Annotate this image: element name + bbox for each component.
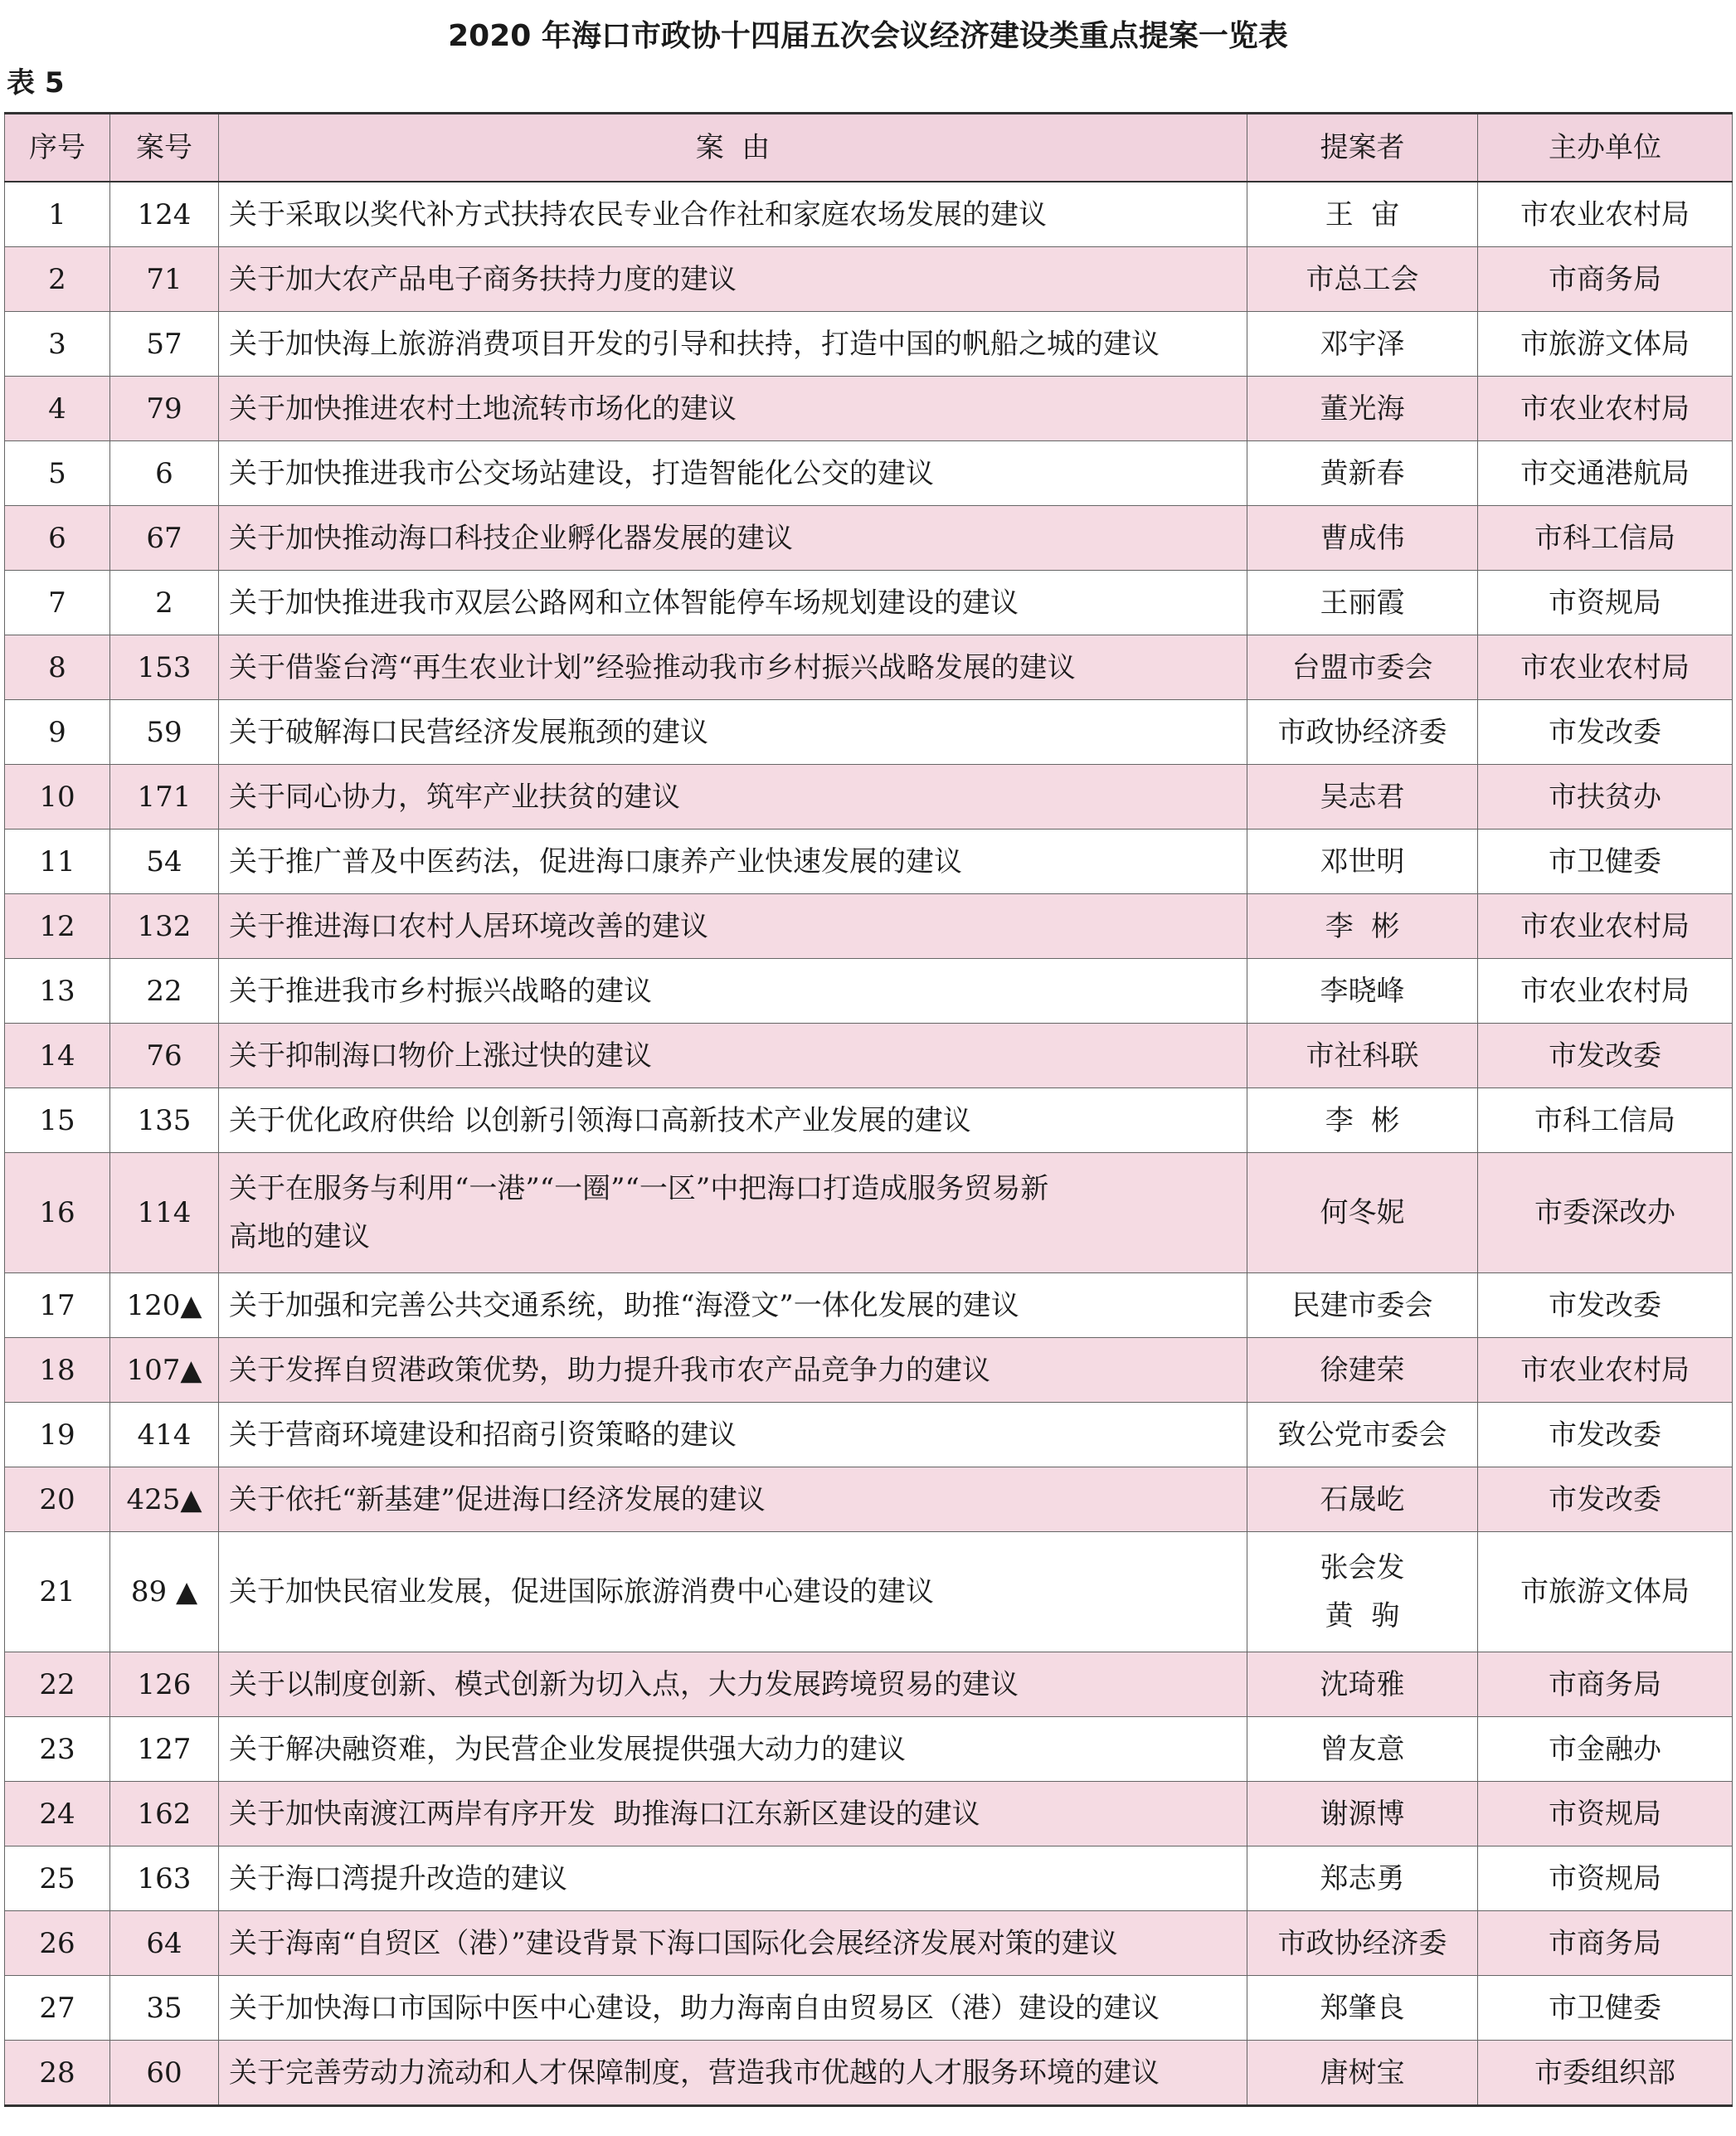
header-case-number: 案号	[110, 114, 219, 182]
cell-host-unit: 市发改委	[1478, 700, 1733, 765]
table-row	[5, 700, 1733, 765]
cell-case-number: 35	[110, 1976, 219, 2041]
cell-host-unit: 市卫健委	[1478, 1976, 1733, 2041]
cell-proposer: 黄新春	[1247, 441, 1478, 506]
table-row	[5, 1976, 1733, 2041]
table-row	[5, 1153, 1733, 1273]
header-host-unit: 主办单位	[1478, 114, 1733, 182]
cell-case-number: 126	[110, 1652, 219, 1717]
cell-host-unit: 市发改委	[1478, 1024, 1733, 1088]
cell-reason: 关于借鉴台湾“再生农业计划”经验推动我市乡村振兴战略发展的建议	[219, 635, 1247, 700]
cell-host-unit: 市金融办	[1478, 1717, 1733, 1782]
cell-case-number: 22	[110, 959, 219, 1024]
cell-reason: 关于推进海口农村人居环境改善的建议	[219, 894, 1247, 959]
table-row	[5, 571, 1733, 635]
table-row	[5, 312, 1733, 377]
cell-host-unit: 市农业农村局	[1478, 182, 1733, 247]
cell-proposer: 沈琦雅	[1247, 1652, 1478, 1717]
cell-case-number: 163	[110, 1846, 219, 1911]
table-row	[5, 1403, 1733, 1467]
table-row	[5, 830, 1733, 894]
cell-case-number: 60	[110, 2041, 219, 2106]
cell-proposer: 李晓峰	[1247, 959, 1478, 1024]
cell-reason: 关于同心协力，筑牢产业扶贫的建议	[219, 765, 1247, 830]
cell-case-number: 120▲	[110, 1273, 219, 1338]
cell-reason: 关于加快推进农村土地流转市场化的建议	[219, 377, 1247, 441]
table-row	[5, 1532, 1733, 1652]
cell-serial: 14	[5, 1024, 110, 1088]
cell-reason	[219, 1153, 1247, 1273]
table-row	[5, 1338, 1733, 1403]
cell-proposer: 市社科联	[1247, 1024, 1478, 1088]
cell-host-unit: 市科工信局	[1478, 506, 1733, 571]
cell-serial: 22	[5, 1652, 110, 1717]
table-row	[5, 377, 1733, 441]
cell-reason: 关于推广普及中医药法，促进海口康养产业快速发展的建议	[219, 830, 1247, 894]
cell-proposer: 李 彬	[1247, 894, 1478, 959]
cell-case-number: 54	[110, 830, 219, 894]
table-row	[5, 506, 1733, 571]
cell-host-unit: 市发改委	[1478, 1467, 1733, 1532]
cell-proposer: 郑志勇	[1247, 1846, 1478, 1911]
cell-case-number: 425▲	[110, 1467, 219, 1532]
cell-host-unit: 市农业农村局	[1478, 1338, 1733, 1403]
cell-host-unit: 市发改委	[1478, 1403, 1733, 1467]
cell-serial: 23	[5, 1717, 110, 1782]
cell-case-number: 76	[110, 1024, 219, 1088]
cell-case-number: 124	[110, 182, 219, 247]
header-serial: 序号	[5, 114, 110, 182]
cell-serial: 28	[5, 2041, 110, 2106]
cell-reason: 关于营商环境建设和招商引资策略的建议	[219, 1403, 1247, 1467]
cell-serial: 17	[5, 1273, 110, 1338]
cell-case-number: 107▲	[110, 1338, 219, 1403]
cell-proposer: 曹成伟	[1247, 506, 1478, 571]
table-row	[5, 1717, 1733, 1782]
cell-host-unit: 市卫健委	[1478, 830, 1733, 894]
cell-proposer: 何冬妮	[1247, 1153, 1478, 1273]
cell-host-unit: 市委深改办	[1478, 1153, 1733, 1273]
cell-host-unit: 市商务局	[1478, 1652, 1733, 1717]
cell-case-number: 89 ▲	[110, 1532, 219, 1652]
cell-reason: 关于加快民宿业发展，促进国际旅游消费中心建设的建议	[219, 1532, 1247, 1652]
cell-reason-line: 高地的建议	[229, 1220, 370, 1253]
cell-serial: 24	[5, 1782, 110, 1846]
cell-proposer-line: 张会发	[1320, 1551, 1405, 1584]
cell-proposer: 王丽霞	[1247, 571, 1478, 635]
cell-reason: 关于加大农产品电子商务扶持力度的建议	[219, 247, 1247, 312]
cell-reason: 关于加快海上旅游消费项目开发的引导和扶持，打造中国的帆船之城的建议	[219, 312, 1247, 377]
cell-reason: 关于加快推进我市公交场站建设，打造智能化公交的建议	[219, 441, 1247, 506]
cell-reason: 关于抑制海口物价上涨过快的建议	[219, 1024, 1247, 1088]
table-row	[5, 765, 1733, 830]
cell-host-unit: 市旅游文体局	[1478, 312, 1733, 377]
cell-serial: 8	[5, 635, 110, 700]
table-row	[5, 2041, 1733, 2106]
cell-proposer: 致公党市委会	[1247, 1403, 1478, 1467]
cell-serial: 5	[5, 441, 110, 506]
cell-host-unit: 市委组织部	[1478, 2041, 1733, 2106]
cell-serial: 26	[5, 1911, 110, 1976]
cell-proposer: 市总工会	[1247, 247, 1478, 312]
cell-proposer: 郑肇良	[1247, 1976, 1478, 2041]
cell-case-number: 2	[110, 571, 219, 635]
cell-reason: 关于加强和完善公共交通系统，助推“海澄文”一体化发展的建议	[219, 1273, 1247, 1338]
cell-serial: 11	[5, 830, 110, 894]
table-row	[5, 959, 1733, 1024]
cell-host-unit: 市农业农村局	[1478, 635, 1733, 700]
cell-case-number: 132	[110, 894, 219, 959]
cell-serial: 12	[5, 894, 110, 959]
header-row	[5, 114, 1733, 182]
cell-proposer: 董光海	[1247, 377, 1478, 441]
cell-host-unit: 市资规局	[1478, 1782, 1733, 1846]
cell-reason: 关于加快推动海口科技企业孵化器发展的建议	[219, 506, 1247, 571]
cell-proposer: 民建市委会	[1247, 1273, 1478, 1338]
cell-proposer: 李 彬	[1247, 1088, 1478, 1153]
cell-serial: 15	[5, 1088, 110, 1153]
table-row	[5, 441, 1733, 506]
cell-serial: 16	[5, 1153, 110, 1273]
table-row	[5, 1652, 1733, 1717]
cell-case-number: 135	[110, 1088, 219, 1153]
cell-case-number: 6	[110, 441, 219, 506]
table-row	[5, 182, 1733, 247]
cell-case-number: 67	[110, 506, 219, 571]
cell-case-number: 414	[110, 1403, 219, 1467]
cell-case-number: 114	[110, 1153, 219, 1273]
cell-reason: 关于采取以奖代补方式扶持农民专业合作社和家庭农场发展的建议	[219, 182, 1247, 247]
cell-reason: 关于发挥自贸港政策优势，助力提升我市农产品竞争力的建议	[219, 1338, 1247, 1403]
cell-serial: 2	[5, 247, 110, 312]
cell-reason: 关于加快南渡江两岸有序开发 助推海口江东新区建设的建议	[219, 1782, 1247, 1846]
cell-proposer: 台盟市委会	[1247, 635, 1478, 700]
table-row	[5, 1911, 1733, 1976]
cell-serial: 3	[5, 312, 110, 377]
cell-reason: 关于以制度创新、模式创新为切入点，大力发展跨境贸易的建议	[219, 1652, 1247, 1717]
cell-proposer	[1247, 1532, 1478, 1652]
cell-case-number: 59	[110, 700, 219, 765]
cell-case-number: 71	[110, 247, 219, 312]
cell-reason: 关于破解海口民营经济发展瓶颈的建议	[219, 700, 1247, 765]
table-title: 2020 年海口市政协十四届五次会议经济建设类重点提案一览表	[448, 19, 1288, 53]
cell-serial: 10	[5, 765, 110, 830]
cell-serial: 13	[5, 959, 110, 1024]
cell-proposer: 市政协经济委	[1247, 1911, 1478, 1976]
cell-proposer-line: 黄 驹	[1325, 1599, 1400, 1632]
table-row	[5, 1273, 1733, 1338]
cell-serial: 18	[5, 1338, 110, 1403]
cell-case-number: 153	[110, 635, 219, 700]
table-row	[5, 1467, 1733, 1532]
cell-host-unit: 市商务局	[1478, 1911, 1733, 1976]
cell-host-unit: 市扶贫办	[1478, 765, 1733, 830]
proposal-table	[4, 112, 1733, 2107]
table-body	[5, 182, 1733, 2106]
cell-serial: 9	[5, 700, 110, 765]
table-row	[5, 1024, 1733, 1088]
cell-reason: 关于依托“新基建”促进海口经济发展的建议	[219, 1467, 1247, 1532]
cell-proposer: 市政协经济委	[1247, 700, 1478, 765]
cell-serial: 6	[5, 506, 110, 571]
table-number: 表 5	[7, 66, 65, 100]
cell-proposer: 徐建荣	[1247, 1338, 1478, 1403]
cell-proposer: 曾友意	[1247, 1717, 1478, 1782]
cell-host-unit: 市资规局	[1478, 571, 1733, 635]
cell-serial: 20	[5, 1467, 110, 1532]
cell-proposer: 吴志君	[1247, 765, 1478, 830]
cell-host-unit: 市旅游文体局	[1478, 1532, 1733, 1652]
cell-proposer: 唐树宝	[1247, 2041, 1478, 2106]
header-proposer: 提案者	[1247, 114, 1478, 182]
cell-reason: 关于优化政府供给 以创新引领海口高新技术产业发展的建议	[219, 1088, 1247, 1153]
cell-serial: 7	[5, 571, 110, 635]
cell-proposer: 石晟屹	[1247, 1467, 1478, 1532]
cell-serial: 4	[5, 377, 110, 441]
table-row	[5, 894, 1733, 959]
table-row	[5, 1088, 1733, 1153]
cell-serial: 27	[5, 1976, 110, 2041]
table-row	[5, 1782, 1733, 1846]
cell-host-unit: 市发改委	[1478, 1273, 1733, 1338]
cell-case-number: 127	[110, 1717, 219, 1782]
cell-host-unit: 市科工信局	[1478, 1088, 1733, 1153]
cell-proposer: 王 宙	[1247, 182, 1478, 247]
table-row	[5, 247, 1733, 312]
cell-host-unit: 市交通港航局	[1478, 441, 1733, 506]
cell-serial: 21	[5, 1532, 110, 1652]
cell-host-unit: 市农业农村局	[1478, 377, 1733, 441]
cell-proposer: 邓世明	[1247, 830, 1478, 894]
cell-serial: 25	[5, 1846, 110, 1911]
cell-reason: 关于海南“自贸区（港）”建设背景下海口国际化会展经济发展对策的建议	[219, 1911, 1247, 1976]
cell-case-number: 171	[110, 765, 219, 830]
cell-proposer: 邓宇泽	[1247, 312, 1478, 377]
cell-proposer: 谢源博	[1247, 1782, 1478, 1846]
cell-reason: 关于加快推进我市双层公路网和立体智能停车场规划建设的建议	[219, 571, 1247, 635]
cell-reason: 关于解决融资难，为民营企业发展提供强大动力的建议	[219, 1717, 1247, 1782]
cell-case-number: 64	[110, 1911, 219, 1976]
cell-host-unit: 市资规局	[1478, 1846, 1733, 1911]
cell-host-unit: 市商务局	[1478, 247, 1733, 312]
cell-reason-line: 关于在服务与利用“一港”“一圈”“一区”中把海口打造成服务贸易新	[229, 1172, 1049, 1205]
cell-case-number: 57	[110, 312, 219, 377]
cell-case-number: 79	[110, 377, 219, 441]
cell-reason: 关于推进我市乡村振兴战略的建议	[219, 959, 1247, 1024]
cell-reason: 关于完善劳动力流动和人才保障制度，营造我市优越的人才服务环境的建议	[219, 2041, 1247, 2106]
header-reason: 案 由	[219, 114, 1247, 182]
table-row	[5, 635, 1733, 700]
cell-reason: 关于海口湾提升改造的建议	[219, 1846, 1247, 1911]
cell-serial: 19	[5, 1403, 110, 1467]
cell-serial: 1	[5, 182, 110, 247]
cell-host-unit: 市农业农村局	[1478, 894, 1733, 959]
table-row	[5, 1846, 1733, 1911]
cell-case-number: 162	[110, 1782, 219, 1846]
cell-host-unit: 市农业农村局	[1478, 959, 1733, 1024]
cell-reason: 关于加快海口市国际中医中心建设，助力海南自由贸易区（港）建设的建议	[219, 1976, 1247, 2041]
